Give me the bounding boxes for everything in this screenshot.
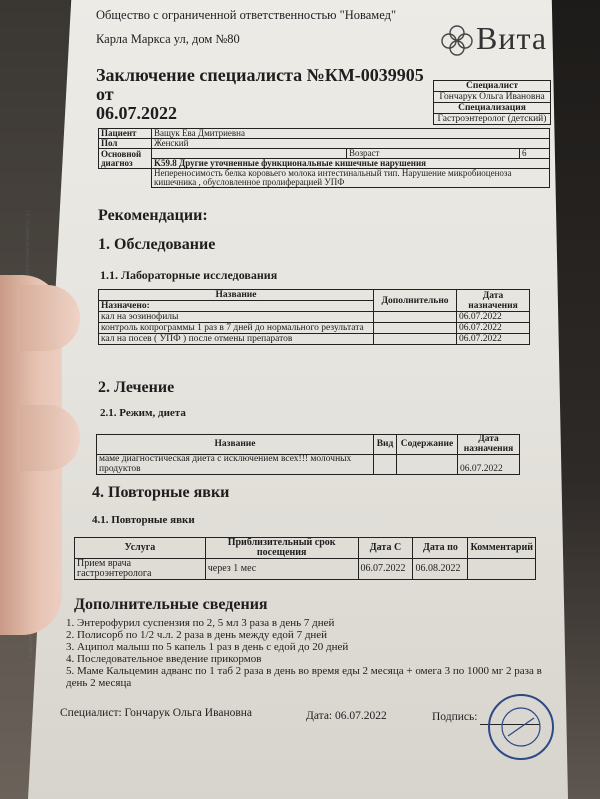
visit-comment <box>468 559 536 580</box>
recommendations-heading: Рекомендации: <box>98 207 208 224</box>
lab-tests-table <box>98 289 530 345</box>
col-from: Дата С <box>358 538 413 559</box>
list-item: 3. Аципол малыш по 5 капель 1 раз в день с едой до 20 дней <box>66 641 349 653</box>
list-item: 4. Последовательное введение прикормов <box>66 653 262 665</box>
lab-tests-subheading: 1.1. Лабораторные исследования <box>100 268 278 282</box>
diet-name: маме диагностическая диета с исключением всех!!! молочных продуктов <box>97 455 374 475</box>
lab-test-name: кал на эозинофилы <box>99 312 374 323</box>
diagnosis-value: K59.8 Другие уточненные функциональные кишечные нарушения <box>152 159 550 169</box>
col-kind: Вид <box>374 435 397 455</box>
col-name: Название <box>99 290 374 301</box>
lab-test-extra <box>374 334 457 345</box>
diagnosis-note-spacer <box>99 169 152 188</box>
section-treatment-heading: 2. Лечение <box>98 379 175 396</box>
col-service: Услуга <box>75 538 206 559</box>
section-visits-heading: 4. Повторные явки <box>92 484 230 501</box>
table-row <box>75 559 536 580</box>
logo-text: Вита <box>476 20 548 56</box>
col-to: Дата по <box>413 538 468 559</box>
patient-label: Пациент <box>99 129 152 139</box>
list-item: 1. Энтерофурил суспензия по 2, 5 мл 3 раза в день 7 дней <box>66 617 335 629</box>
section-examination-heading: 1. Обследование <box>98 236 216 253</box>
col-extra: Дополнительно <box>374 290 457 312</box>
footer-date: Дата: 06.07.2022 <box>306 710 387 722</box>
col-date: Дата назначения <box>458 435 520 455</box>
diagnosis-spacer <box>152 149 347 159</box>
col-comment: Комментарий <box>468 538 536 559</box>
visit-term: через 1 мес <box>205 559 358 580</box>
table-row <box>99 312 530 323</box>
table-row <box>97 455 520 475</box>
specialization-label: Специализация <box>434 103 551 114</box>
col-date: Дата назначения <box>457 290 530 312</box>
holding-hand <box>0 275 62 635</box>
sex-label: Пол <box>99 139 152 149</box>
assigned-label: Назначено: <box>99 301 374 312</box>
sex-value: Женский <box>152 139 550 149</box>
diet-kind <box>374 455 397 475</box>
lab-test-extra <box>374 312 457 323</box>
diagnosis-note: Непереносимость белка коровьего молока интестинальный тип. Нарушение микробиоценоза кишечника , обусловленное пролиферацией УПФ <box>152 169 550 188</box>
patient-name: Ващук Ева Дмитриевна <box>152 129 550 139</box>
col-name: Название <box>97 435 374 455</box>
specialist-label: Специалист <box>434 81 551 92</box>
age-value: 6 <box>520 149 550 159</box>
flower-logo-icon <box>438 22 476 60</box>
table-row <box>99 334 530 345</box>
footer-specialist: Специалист: Гончарук Ольга Ивановна <box>60 707 253 719</box>
company-name: Общество с ограниченной ответственностью "Новамед" <box>96 8 397 22</box>
visits-table <box>74 537 536 580</box>
company-address: Карла Маркса ул, дом №80 <box>96 32 240 46</box>
doctor-stamp <box>486 692 556 762</box>
col-term: Приблизительный срок посещения <box>205 538 358 559</box>
table-row <box>99 323 530 334</box>
specialist-name: Гончарук Ольга Ивановна <box>434 92 551 103</box>
list-item: 2. Полисорб по 1/2 ч.л. 2 раза в день между едой 7 дней <box>66 629 328 641</box>
signature-label: Подпись: <box>432 711 478 723</box>
col-content: Содержание <box>397 435 458 455</box>
diet-table <box>96 434 520 475</box>
diagnosis-label: Основной диагноз <box>99 149 152 169</box>
lab-test-date: 06.07.2022 <box>457 312 530 323</box>
document-title <box>96 66 436 123</box>
additional-info-list <box>66 617 546 689</box>
visits-subheading: 4.1. Повторные явки <box>92 514 195 526</box>
lab-test-date: 06.07.2022 <box>457 334 530 345</box>
visit-service: Прием врача гастроэнтеролога <box>75 559 206 580</box>
visit-from: 06.07.2022 <box>358 559 413 580</box>
patient-table <box>98 128 550 188</box>
age-label: Возраст <box>347 149 520 159</box>
lab-test-date: 06.07.2022 <box>457 323 530 334</box>
visit-to: 06.08.2022 <box>413 559 468 580</box>
diet-date: 06.07.2022 <box>458 455 520 475</box>
specialist-box <box>433 80 551 125</box>
lab-test-extra <box>374 323 457 334</box>
specialization-value: Гастроэнтеролог (детский) <box>434 114 551 125</box>
additional-info-heading: Дополнительные сведения <box>74 596 268 613</box>
title-line-1: Заключение специалиста №КМ-0039905 от <box>96 65 424 104</box>
diet-content <box>397 455 458 475</box>
title-line-2: 06.07.2022 <box>96 103 177 123</box>
lab-test-name: контроль копрограммы 1 раз в 7 дней до нормального результата <box>99 323 374 334</box>
lab-test-name: кал на посев ( УПФ ) после отмены препаратов <box>99 334 374 345</box>
list-item: 5. Маме Кальцемин адванс по 1 таб 2 раза в день во время еды 2 месяца + омега 3 по 1000 мг 2 раза в день 2 месяца <box>66 665 542 689</box>
clinic-logo <box>438 22 578 60</box>
diet-subheading: 2.1. Режим, диета <box>100 407 186 419</box>
